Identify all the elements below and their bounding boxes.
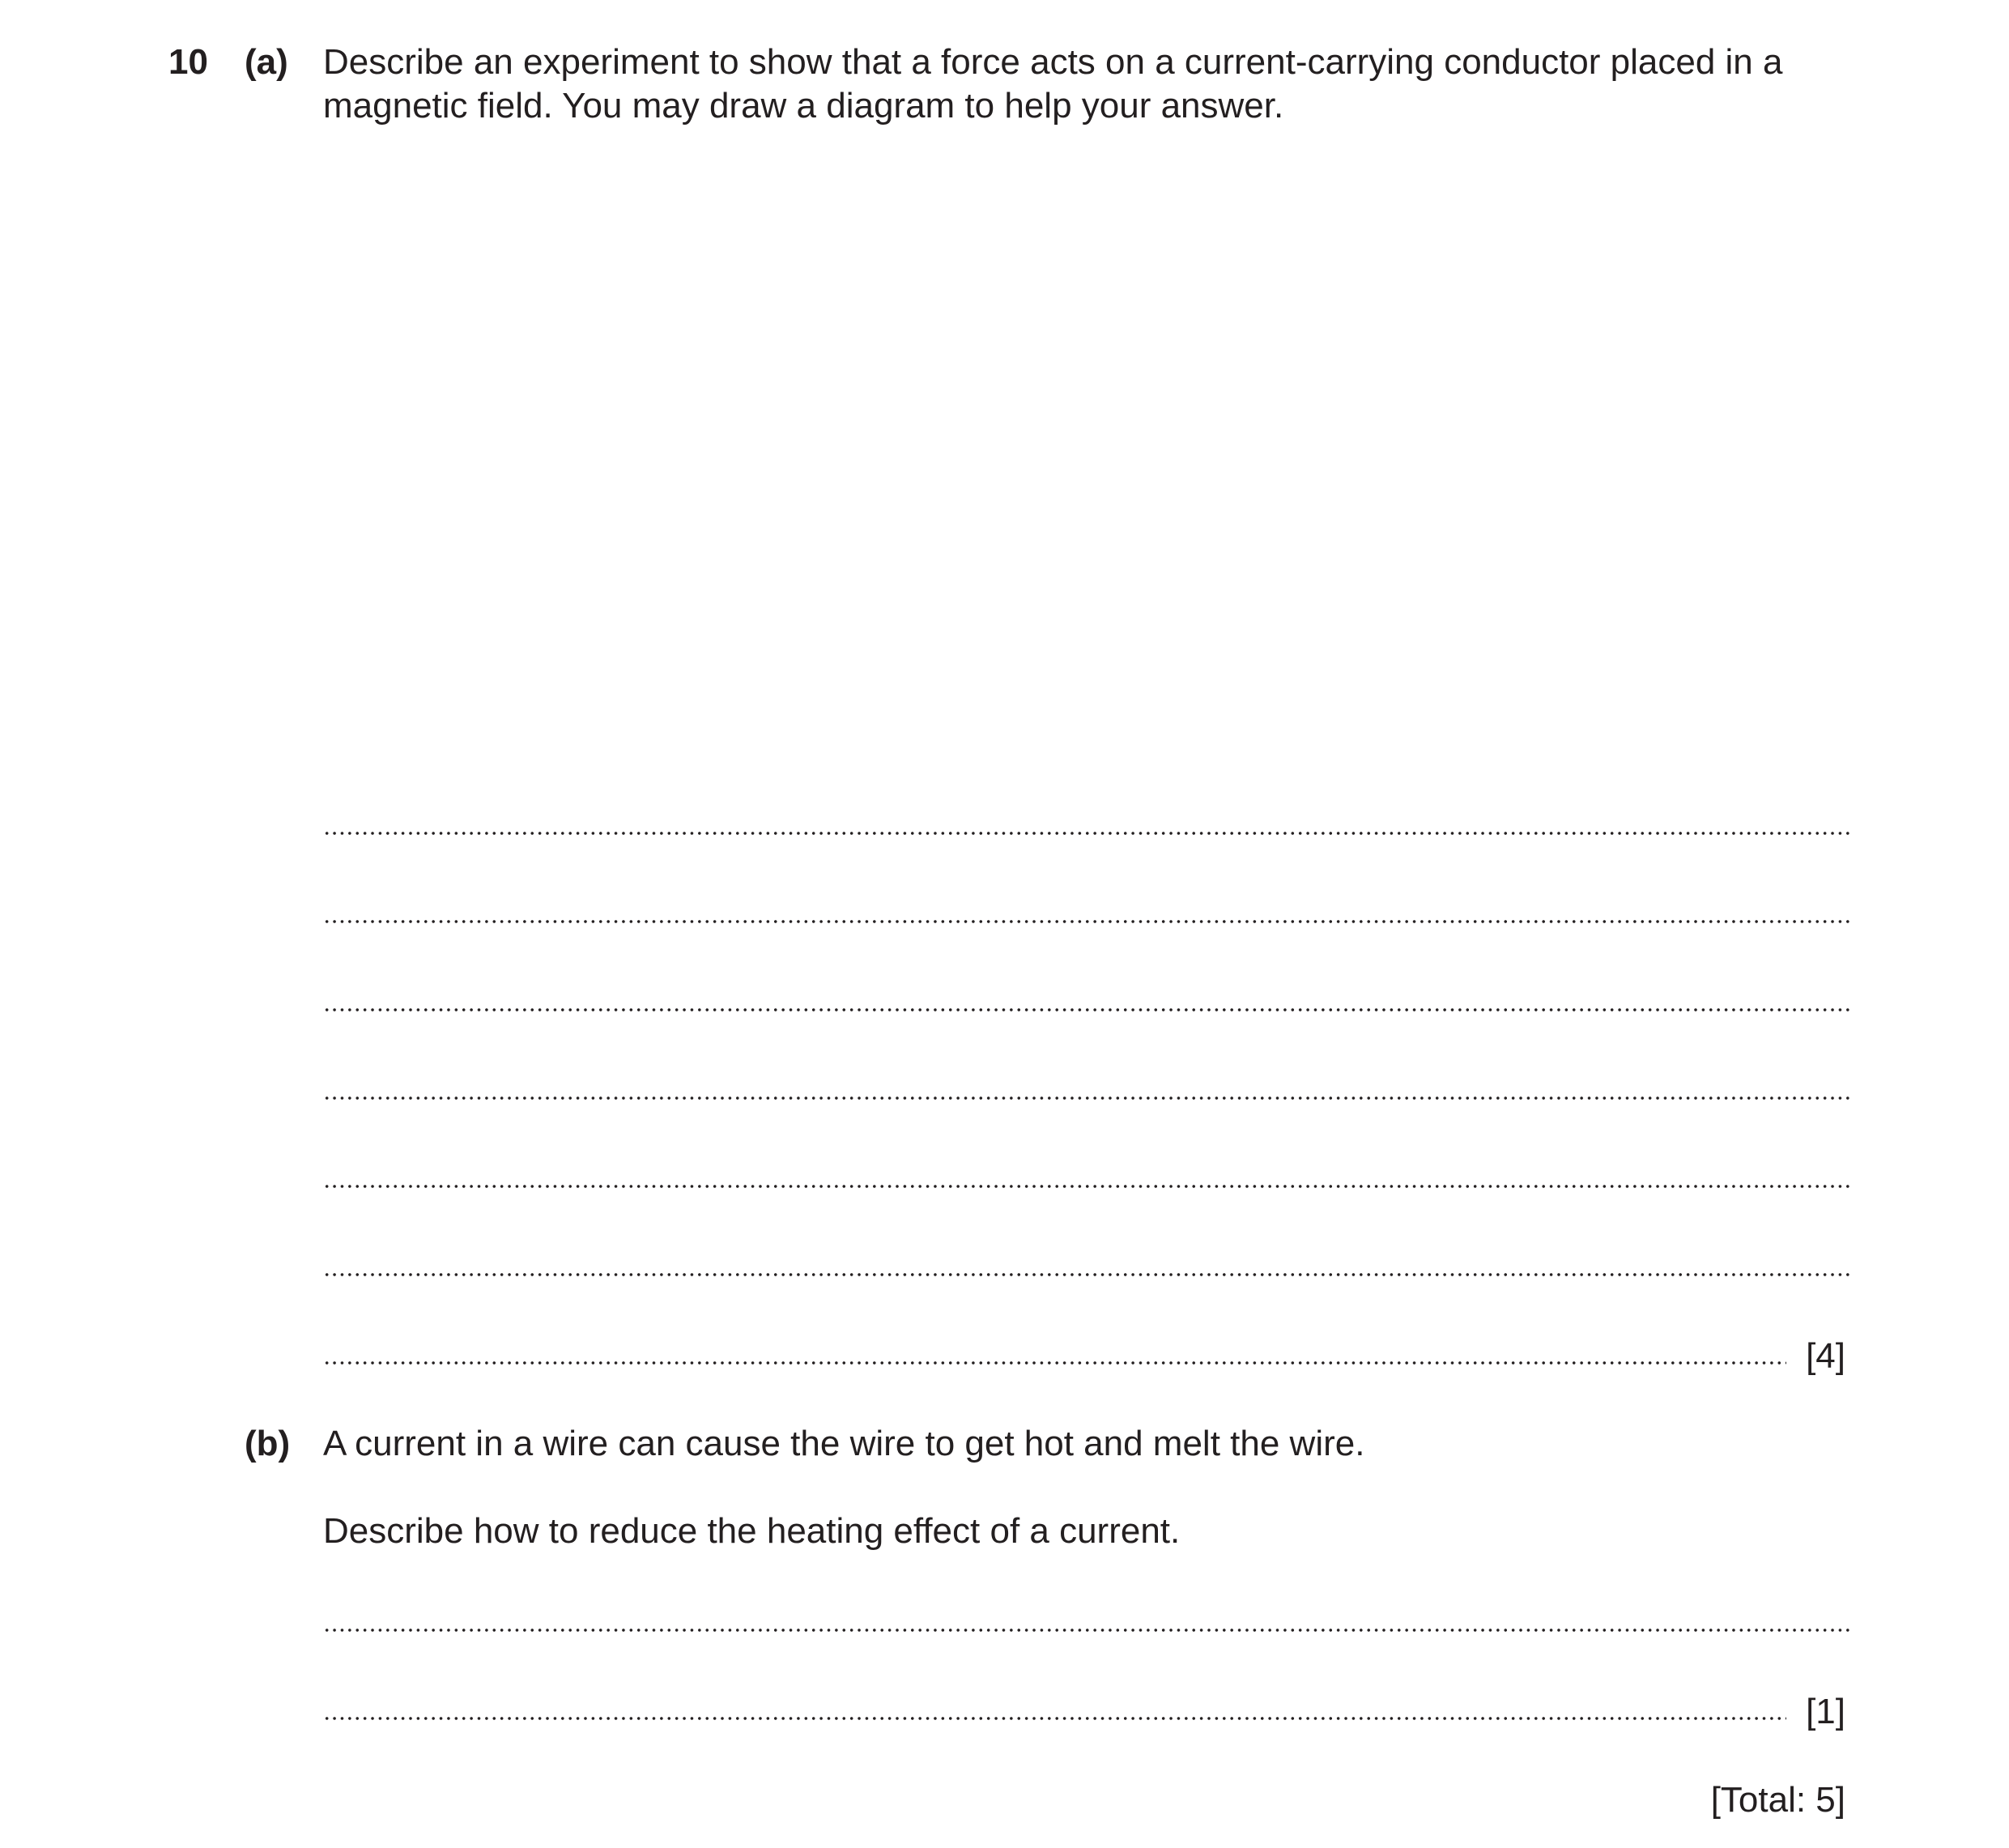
part-a-question-line-2: magnetic field. You may draw a diagram to help your answer. [323,86,1284,126]
part-a-answer-line-4[interactable] [323,1096,1849,1100]
question-number: 10 [168,42,208,82]
part-a-marks: [4] [1806,1336,1845,1376]
diagram-drawing-area[interactable] [323,142,1849,790]
part-b-label: (b) [245,1424,291,1463]
part-b-marks: [1] [1806,1692,1845,1731]
part-a-answer-line-5[interactable] [323,1185,1849,1188]
part-a-label: (a) [245,42,288,82]
part-a-answer-line-7[interactable] [323,1361,1786,1365]
part-a-answer-line-3[interactable] [323,1008,1849,1011]
part-b-answer-line-1[interactable] [323,1629,1849,1632]
part-a-answer-line-6[interactable] [323,1273,1849,1276]
part-a-question-line-1: Describe an experiment to show that a force acts on a current-carrying conductor placed in a [323,42,1783,82]
total-marks: [Total: 5] [1710,1780,1845,1820]
part-b-instruction: Describe how to reduce the heating effect of a current. [323,1511,1181,1551]
part-a-answer-line-2[interactable] [323,920,1849,923]
part-a-answer-line-1[interactable] [323,832,1849,835]
part-b-answer-line-2[interactable] [323,1717,1786,1720]
part-b-statement: A current in a wire can cause the wire to get hot and melt the wire. [323,1424,1365,1463]
